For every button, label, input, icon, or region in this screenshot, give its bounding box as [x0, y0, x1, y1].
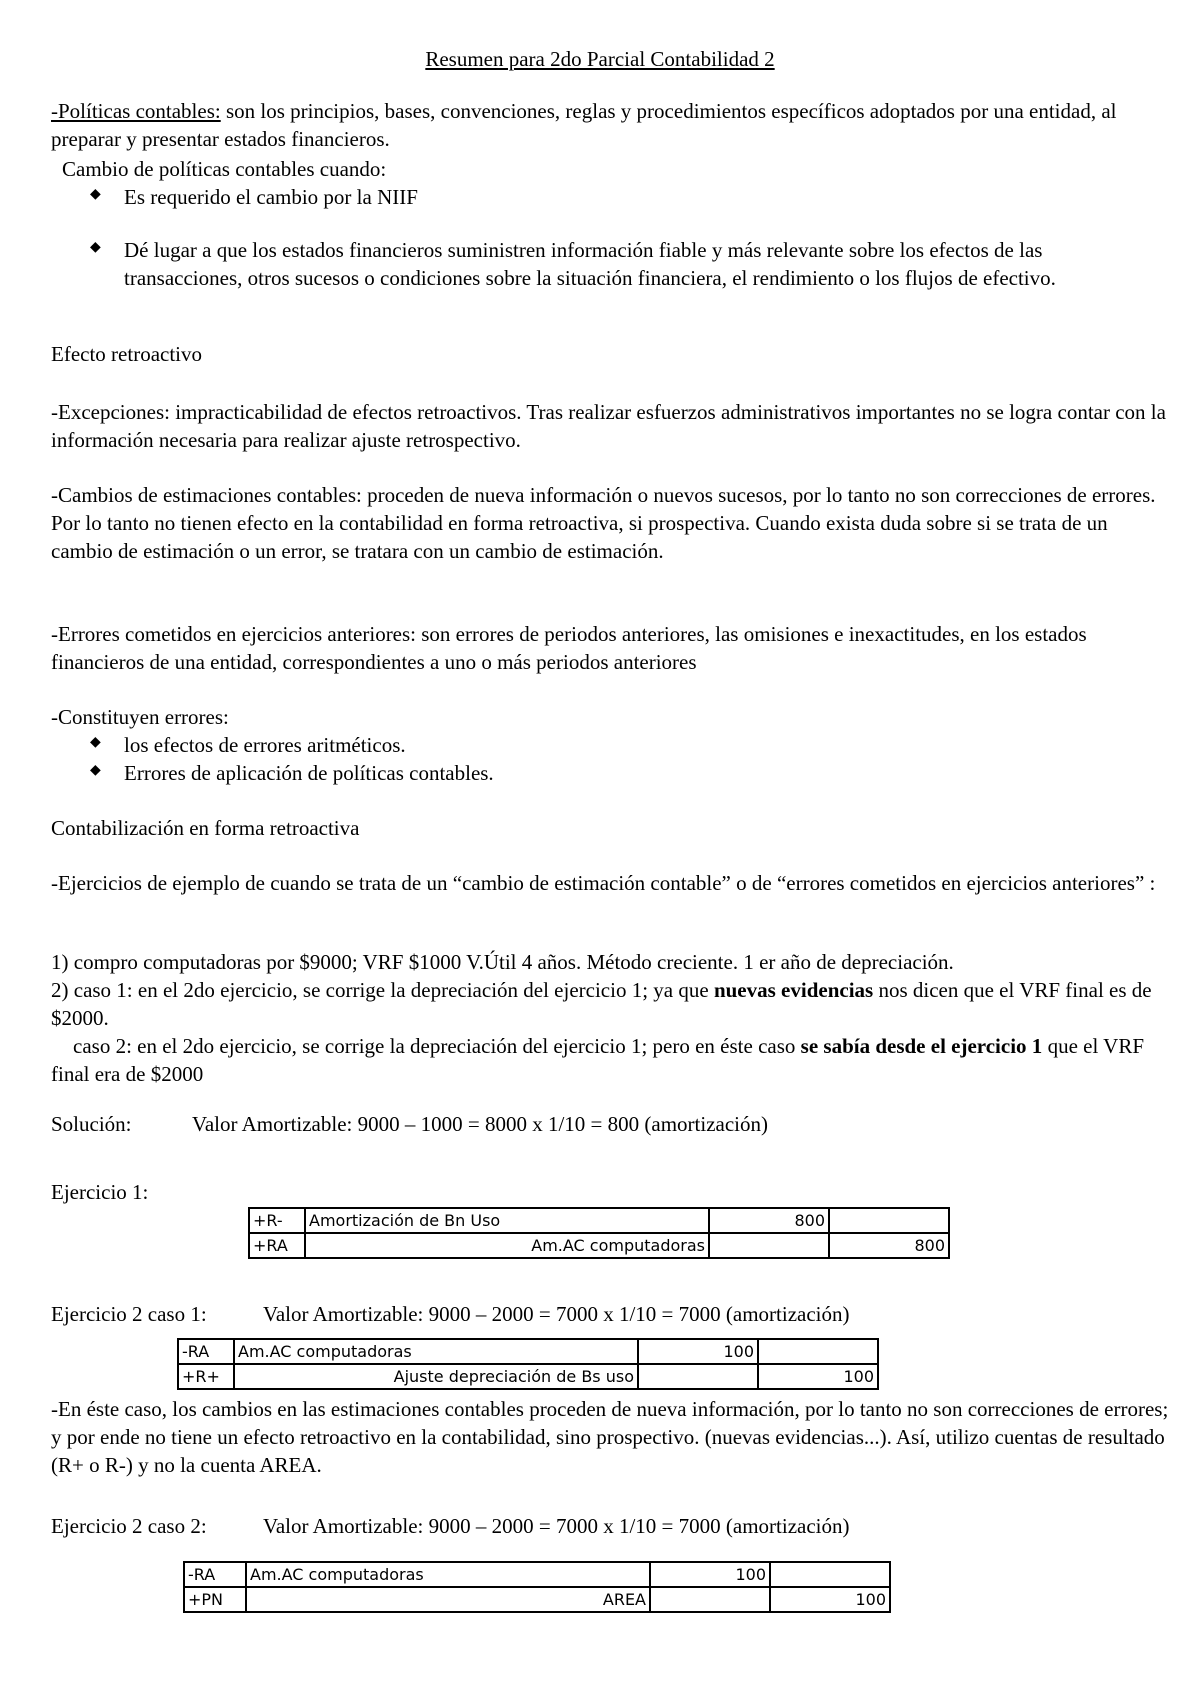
- ejercicios-intro: -Ejercicios de ejemplo de cuando se trata de un “cambio de estimación contable” o de “errores cometidos en ejercicios anteriores” :: [51, 871, 1156, 895]
- ej2-caso1-label: Ejercicio 2 caso 1:: [51, 1302, 207, 1326]
- diamond-bullet-icon: ◆: [90, 187, 101, 202]
- page-title: Resumen para 2do Parcial Contabilidad 2: [425, 47, 775, 71]
- efecto-retroactivo: Efecto retroactivo: [51, 342, 202, 366]
- debit-cell: 100: [638, 1339, 758, 1364]
- diamond-bullet-icon: ◆: [90, 763, 101, 778]
- credit-cell: 800: [829, 1233, 949, 1258]
- ledger-table-2: [177, 1338, 879, 1390]
- account-cell: Am.AC computadoras: [246, 1562, 650, 1587]
- constituyen-intro: -Constituyen errores:: [51, 705, 229, 729]
- account-cell: Amortización de Bn Uso: [305, 1208, 709, 1233]
- table-row: [178, 1339, 878, 1364]
- constituyen-bullet-text: Errores de aplicación de políticas contables.: [124, 761, 494, 785]
- debit-cell: 100: [650, 1562, 770, 1587]
- debit-cell: [650, 1587, 770, 1612]
- code-cell: +PN: [184, 1587, 246, 1612]
- code-cell: +R-: [249, 1208, 305, 1233]
- table-row: [184, 1562, 890, 1587]
- nota-caso-1: -En éste caso, los cambios en las estimaciones contables proceden de nueva información, por lo tanto no son correcciones de errores; y por ende no tiene un efecto retroactivo en la contabilidad, sino prospectivo. (nuevas evidencias...). Así, utilizo cuentas de resultado (R+ o R-) y no la cuenta AREA.: [51, 1397, 1169, 1477]
- table-row: [184, 1587, 890, 1612]
- table-row: [249, 1233, 949, 1258]
- debit-cell: [638, 1364, 758, 1389]
- credit-cell: [758, 1339, 878, 1364]
- ledger-table-1: [248, 1207, 950, 1259]
- code-cell: +RA: [249, 1233, 305, 1258]
- ej2-caso2-label: Ejercicio 2 caso 2:: [51, 1514, 207, 1538]
- credit-cell: [829, 1208, 949, 1233]
- table-row: [249, 1208, 949, 1233]
- credit-cell: [770, 1562, 890, 1587]
- cambio-bullet-text: Es requerido el cambio por la NIIF: [124, 185, 418, 209]
- constituyen-bullet-text: los efectos de errores aritméticos.: [124, 733, 406, 757]
- ej2-caso2-text: Valor Amortizable: 9000 – 2000 = 7000 x 1/10 = 7000 (amortización): [263, 1514, 850, 1538]
- account-cell: AREA: [246, 1587, 650, 1612]
- solucion-text: Valor Amortizable: 9000 – 1000 = 8000 x 1/10 = 800 (amortización): [192, 1112, 768, 1136]
- diamond-bullet-icon: ◆: [90, 240, 101, 255]
- debit-cell: [709, 1233, 829, 1258]
- politicas-label: -Políticas contables:: [51, 99, 221, 123]
- solucion-label: Solución:: [51, 1112, 132, 1136]
- caso-2: caso 2: en el 2do ejercicio, se corrige la depreciación del ejercicio 1; pero en éste caso se sabía desde el ejercicio 1 que el VRF final era de $2000: [51, 1034, 1145, 1086]
- code-cell: -RA: [184, 1562, 246, 1587]
- politicas-text: son los principios, bases, convenciones, reglas y procedimientos específicos adoptados por una entidad, al preparar y presentar estados financieros.: [51, 99, 1117, 151]
- caso-2-bold: se sabía desde el ejercicio 1: [800, 1034, 1043, 1058]
- debit-cell: 800: [709, 1208, 829, 1233]
- account-cell: Am.AC computadoras: [234, 1339, 638, 1364]
- account-cell: Am.AC computadoras: [305, 1233, 709, 1258]
- ej2-caso1-text: Valor Amortizable: 9000 – 2000 = 7000 x 1/10 = 7000 (amortización): [263, 1302, 850, 1326]
- account-cell: Ajuste depreciación de Bs uso: [234, 1364, 638, 1389]
- errores-anteriores-paragraph: -Errores cometidos en ejercicios anteriores: son errores de periodos anteriores, las omisiones e inexactitudes, en los estados financieros de una entidad, correspondientes a uno o más periodos anteriores: [51, 622, 1087, 674]
- item-2: 2) caso 1: en el 2do ejercicio, se corrige la depreciación del ejercicio 1; ya que nuevas evidencias nos dicen que el VRF final es de $2000.: [51, 978, 1152, 1030]
- table-row: [178, 1364, 878, 1389]
- cambio-intro: Cambio de políticas contables cuando:: [62, 157, 387, 181]
- credit-cell: 100: [758, 1364, 878, 1389]
- ledger-table-3: [183, 1561, 891, 1613]
- item-1: 1) compro computadoras por $9000; VRF $1000 V.Útil 4 años. Método creciente. 1 er año de depreciación.: [51, 950, 954, 974]
- excepciones-paragraph: -Excepciones: impracticabilidad de efectos retroactivos. Tras realizar esfuerzos administrativos importantes no se logra contar con la información necesaria para realizar ajuste retrospectivo.: [51, 400, 1166, 452]
- ejercicio-1-label: Ejercicio 1:: [51, 1180, 149, 1204]
- politicas-paragraph: [51, 97, 1171, 153]
- code-cell: -RA: [178, 1339, 234, 1364]
- diamond-bullet-icon: ◆: [90, 735, 101, 750]
- cambios-estimaciones-paragraph: -Cambios de estimaciones contables: proceden de nueva información o nuevos sucesos, por lo tanto no son correcciones de errores. Por lo tanto no tienen efecto en la contabilidad en forma retroactiva, si prospectiva. Cuando exista duda sobre si se trata de un cambio de estimación o un error, se tratara con un cambio de estimación.: [51, 483, 1156, 563]
- code-cell: +R+: [178, 1364, 234, 1389]
- credit-cell: 100: [770, 1587, 890, 1612]
- contabilizacion-heading: Contabilización en forma retroactiva: [51, 816, 360, 840]
- cambio-bullet-text: Dé lugar a que los estados financieros suministren información fiable y más relevante sobre los efectos de las transacciones, otros sucesos o condiciones sobre la situación financiera, el rendimiento o los flujos de efectivo.: [124, 238, 1056, 290]
- item-2-bold: nuevas evidencias: [713, 978, 874, 1002]
